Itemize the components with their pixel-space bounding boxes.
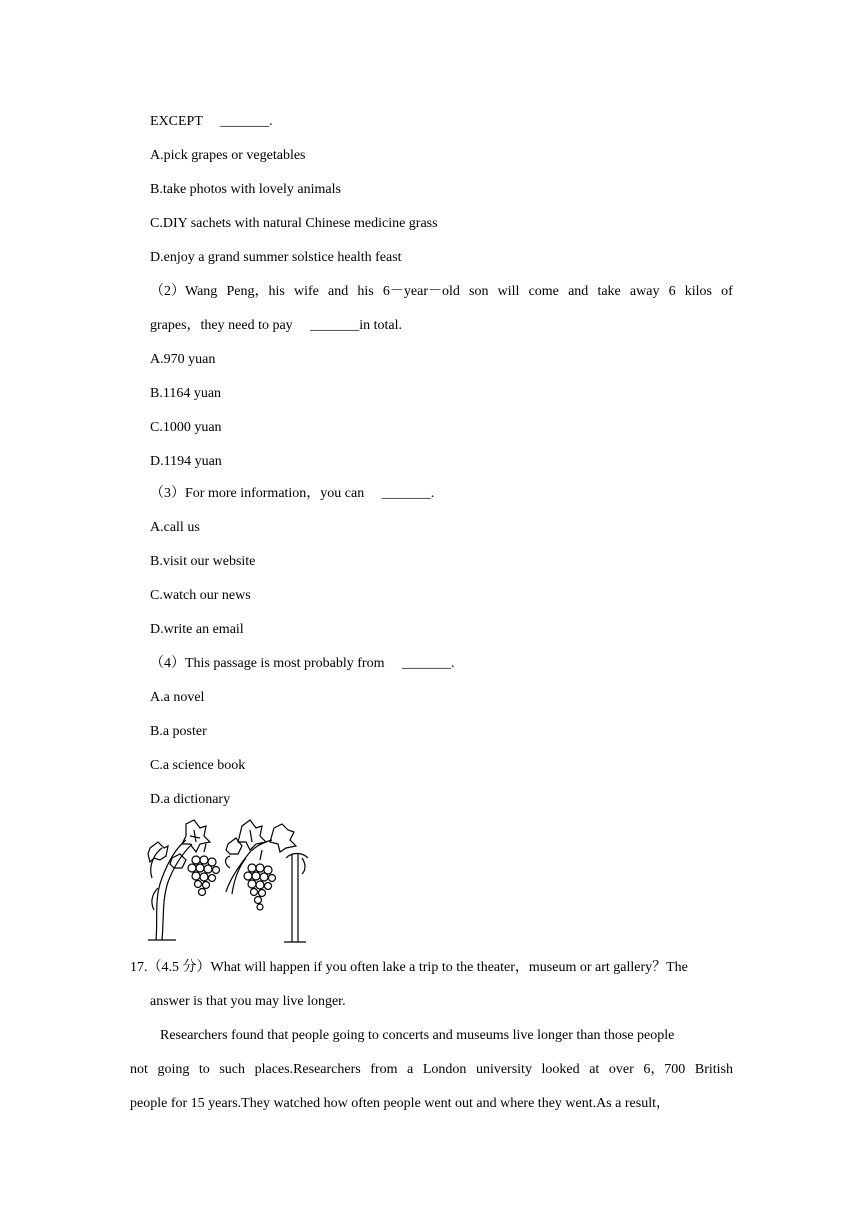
word: （2）Wang: [150, 284, 218, 299]
answer-blank: _______.: [381, 486, 435, 501]
word: at: [589, 1062, 600, 1077]
word: kilos: [684, 284, 713, 299]
lead-text: EXCEPT: [150, 114, 203, 129]
word: take: [597, 284, 621, 299]
word: not: [130, 1062, 148, 1077]
word: from: [370, 1062, 398, 1077]
option-4d: D.a dictionary: [150, 792, 231, 807]
question-2-line2: [150, 316, 402, 336]
word: and: [328, 284, 349, 299]
passage-line2: [130, 1060, 733, 1080]
answer-blank: _______.: [401, 656, 455, 671]
option-1d: D.enjoy a grand summer solstice health feast: [150, 250, 402, 265]
word: to: [198, 1062, 210, 1077]
option-1a: A.pick grapes or vegetables: [150, 148, 306, 163]
question-3: [150, 484, 434, 504]
word: going: [157, 1062, 190, 1077]
word: and: [568, 284, 589, 299]
word: university: [475, 1062, 532, 1077]
word: a: [407, 1062, 414, 1077]
option-2a: A.970 yuan: [150, 352, 216, 367]
word: 6: [668, 284, 676, 299]
word: son: [469, 284, 489, 299]
option-3c: C.watch our news: [150, 588, 251, 603]
word: 6－year－old: [382, 284, 460, 299]
answer-blank: _______: [310, 318, 360, 333]
grape-vine-illustration: [146, 818, 312, 944]
option-1c: C.DIY sachets with natural Chinese medicine grass: [150, 216, 438, 231]
stem-text: （3）For more information，you can: [150, 486, 365, 501]
option-3a: A.call us: [150, 520, 200, 535]
option-2c: C.1000 yuan: [150, 420, 222, 435]
question-2-line1: [150, 282, 733, 302]
word: 6，700: [643, 1062, 686, 1077]
option-1b: B.take photos with lovely animals: [150, 182, 341, 197]
option-4a: A.a novel: [150, 690, 205, 705]
word: away: [629, 284, 660, 299]
word: wife: [293, 284, 319, 299]
option-4c: C.a science book: [150, 758, 246, 773]
word: Peng，his: [226, 284, 285, 299]
word: London: [422, 1062, 467, 1077]
word: looked: [541, 1062, 580, 1077]
stem-tail: in total.: [359, 318, 402, 333]
option-3b: B.visit our website: [150, 554, 256, 569]
grape-cluster-right: [244, 864, 276, 910]
word: come: [528, 284, 559, 299]
question-4: [150, 654, 454, 674]
option-2b: B.1164 yuan: [150, 386, 222, 401]
question-17-line1: 17.（4.5 分）What will happen if you often lake a trip to the theater，museum or art gallery？The: [130, 960, 688, 975]
option-4b: B.a poster: [150, 724, 207, 739]
option-2d: D.1194 yuan: [150, 454, 222, 469]
grape-cluster-left: [188, 856, 220, 896]
word: over: [608, 1062, 634, 1077]
passage-line3: people for 15 years.They watched how often people went out and where they went.As a result，: [130, 1096, 670, 1111]
word: of: [721, 284, 733, 299]
option-3d: D.write an email: [150, 622, 244, 637]
word: such: [219, 1062, 246, 1077]
word: will: [497, 284, 520, 299]
word: British: [694, 1062, 733, 1077]
stem-text: grapes，they need to pay: [150, 318, 293, 333]
q16-lead: [150, 112, 273, 132]
word: his: [357, 284, 374, 299]
stem-text: （4）This passage is most probably from: [150, 656, 385, 671]
word: places.Researchers: [254, 1062, 361, 1077]
question-17-line2: answer is that you may live longer.: [150, 994, 346, 1009]
passage-line1: Researchers found that people going to concerts and museums live longer than those people: [160, 1028, 675, 1043]
answer-blank: _______.: [220, 114, 273, 129]
